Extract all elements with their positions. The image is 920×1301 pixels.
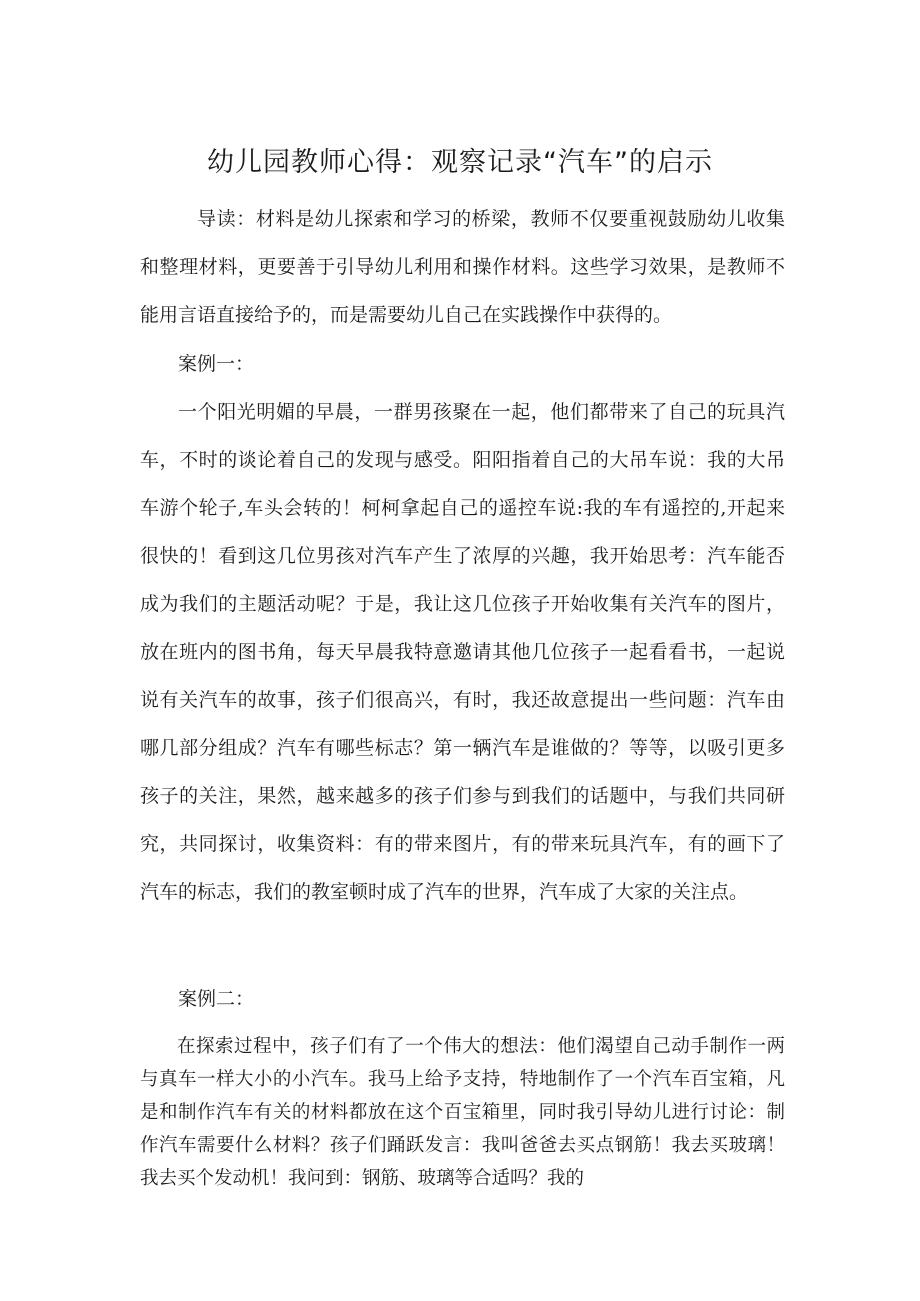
case1-paragraph: 一个阳光明媚的早晨，一群男孩聚在一起，他们都带来了自己的玩具汽车，不时的谈论着自己的发现与感受。阳阳指着自己的大吊车说：我的大吊车游个轮子,车头会转的！柯柯拿起自己的遥控车说:我的车有遥控的,开起来很快的！看到这几位男孩对汽车产生了浓厚的兴趣，我开始思考：汽车能否成为我们的主题活动呢？于是，我让这几位孩子开始收集有关汽车的图片，放在班内的图书角，每天早晨我特意邀请其他几位孩子一起看看书，一起说说有关汽车的故事，孩子们很高兴，有时，我还故意提出一些问题：汽车由哪几部分组成？汽车有哪些标志？第一辆汽车是谁做的？等等，以吸引更多孩子的关注，果然，越来越多的孩子们参与到我们的话题中，与我们共同研究，共同探讨，收集资料：有的带来图片，有的带来玩具汽车，有的画下了汽车的标志，我们的教室顿时成了汽车的世界，汽车成了大家的关注点。 [140, 401, 785, 903]
case1-heading: 案例一： [178, 353, 255, 375]
case2-paragraph: 在探索过程中，孩子们有了一个伟大的想法：他们渴望自己动手制作一两与真车一样大小的小汽车。我马上给予支持，特地制作了一个汽车百宝箱，凡是和制作汽车有关的材料都放在这个百宝箱里，同时我引导幼儿进行讨论：制作汽车需要什么材料？孩子们踊跃发言：我叫爸爸去买点钢筋！我去买玻璃！我去买个发动机！我问到：钢筋、玻璃等合适吗？我的 [140, 1036, 785, 1189]
intro-paragraph: 导读：材料是幼儿探索和学习的桥梁，教师不仅要重视鼓励幼儿收集和整理材料，更要善于引导幼儿利用和操作材料。这些学习效果，是教师不能用言语直接给予的，而是需要幼儿自己在实践操作中获得的。 [140, 208, 785, 326]
page-title: 幼儿园教师心得：观察记录“汽车”的启示 [207, 147, 713, 178]
case2-heading: 案例二： [178, 988, 255, 1010]
